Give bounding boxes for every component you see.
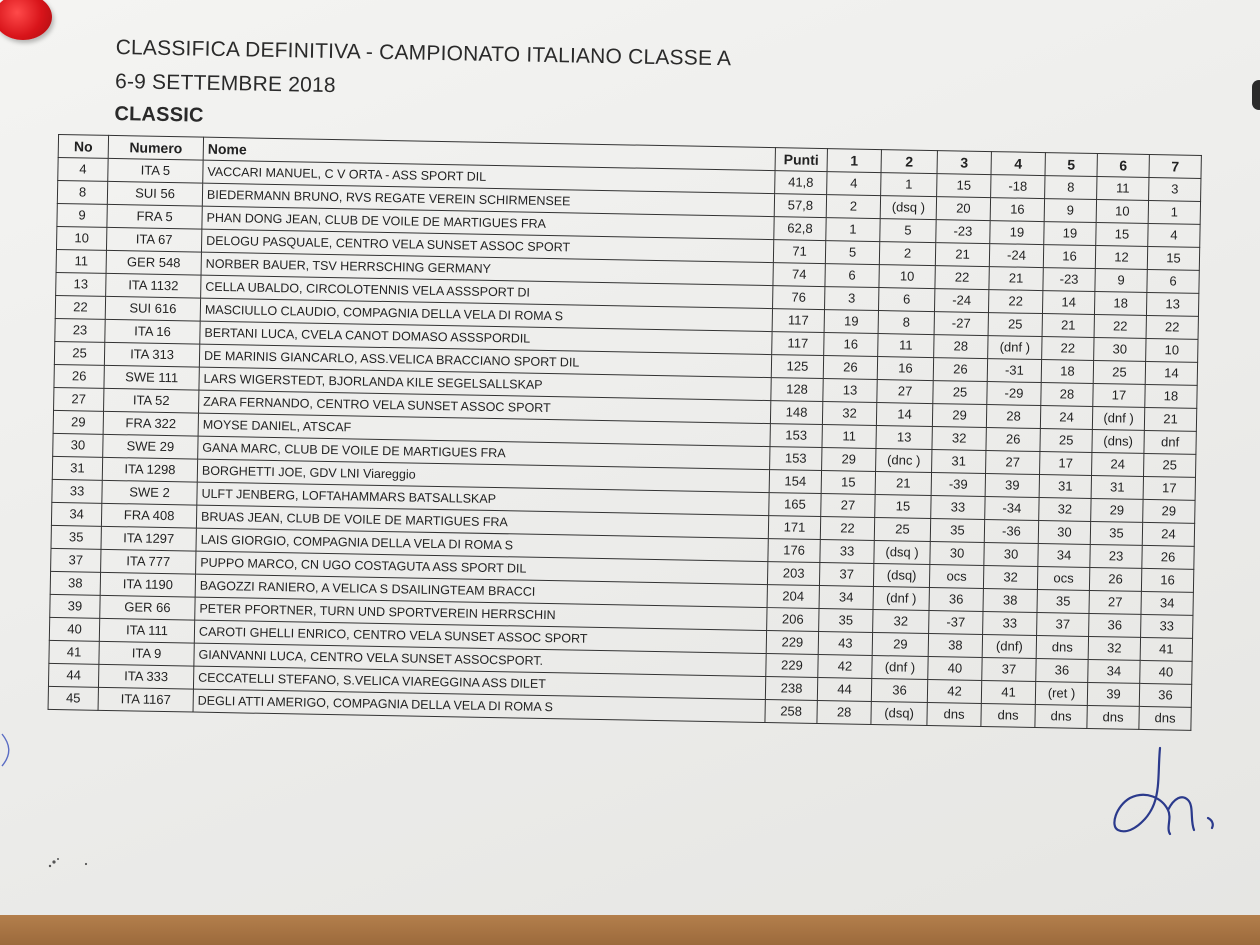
table-cell: 17 bbox=[1040, 452, 1092, 476]
table-cell: 24 bbox=[1040, 406, 1092, 430]
results-table bbox=[48, 134, 1202, 731]
table-cell: 32 bbox=[983, 566, 1037, 590]
table-cell: FRA 408 bbox=[101, 503, 196, 528]
table-cell: 21 bbox=[989, 267, 1043, 291]
table-cell: BAGOZZI RANIERO, A VELICA S DSAILINGTEAM BRACCI bbox=[195, 574, 767, 607]
table-cell: 39 bbox=[50, 594, 100, 618]
column-header: 7 bbox=[1149, 154, 1201, 178]
table-cell: 16 bbox=[824, 333, 878, 357]
table-cell: 62,8 bbox=[774, 217, 826, 241]
table-cell: 21 bbox=[935, 243, 989, 267]
table-cell: 13 bbox=[1146, 292, 1198, 316]
table-cell: ZARA FERNANDO, CENTRO VELA SUNSET ASSOC SPORT bbox=[199, 390, 771, 423]
table-cell: 229 bbox=[766, 654, 818, 678]
table-cell: 32 bbox=[1039, 498, 1091, 522]
table-cell: 21 bbox=[875, 472, 931, 496]
handwritten-signature bbox=[1108, 740, 1238, 840]
table-cell: dns bbox=[1087, 705, 1139, 729]
table-cell: 165 bbox=[769, 493, 821, 517]
table-cell: 31 bbox=[932, 450, 986, 474]
table-cell: 42 bbox=[927, 680, 981, 704]
table-cell: 22 bbox=[1042, 337, 1094, 361]
table-cell: BERTANI LUCA, CVELA CANOT DOMASO ASSSPORDIL bbox=[200, 321, 772, 354]
table-body bbox=[48, 157, 1201, 730]
table-cell: ITA 16 bbox=[105, 319, 200, 344]
table-cell: 10 bbox=[1146, 338, 1198, 362]
table-cell: 23 bbox=[1090, 544, 1142, 568]
table-cell: -37 bbox=[929, 611, 983, 635]
table-cell: 10 bbox=[1096, 200, 1148, 224]
table-cell: 22 bbox=[55, 295, 105, 319]
table-cell: -39 bbox=[931, 473, 985, 497]
table-cell: 10 bbox=[56, 226, 106, 250]
table-cell: 21 bbox=[1042, 314, 1094, 338]
table-cell: 29 bbox=[872, 632, 928, 656]
table-cell: 30 bbox=[1038, 521, 1090, 545]
table-cell: 36 bbox=[1089, 613, 1141, 637]
table-cell: 6 bbox=[825, 264, 879, 288]
table-cell: 9 bbox=[57, 203, 107, 227]
table-cell: 33 bbox=[983, 612, 1037, 636]
table-cell: 34 bbox=[1088, 659, 1140, 683]
table-cell: 154 bbox=[769, 470, 821, 494]
table-cell: 20 bbox=[936, 197, 990, 221]
table-cell: ITA 1297 bbox=[101, 526, 196, 551]
table-cell: 42 bbox=[818, 654, 872, 678]
table-cell: FRA 5 bbox=[107, 204, 202, 229]
table-cell: CAROTI GHELLI ENRICO, CENTRO VELA SUNSET ASSOC SPORT bbox=[194, 620, 766, 653]
table-cell: GIANVANNI LUCA, CENTRO VELA SUNSET ASSOCSPORT. bbox=[194, 643, 766, 676]
table-cell: 18 bbox=[1041, 360, 1093, 384]
table-cell: SWE 2 bbox=[102, 480, 197, 505]
table-cell: (dnf ) bbox=[1092, 406, 1144, 430]
table-cell: 16 bbox=[1141, 568, 1193, 592]
table-cell: 25 bbox=[988, 313, 1042, 337]
table-cell: 1 bbox=[881, 173, 937, 197]
table-cell: -24 bbox=[989, 244, 1043, 268]
table-cell: 258 bbox=[765, 700, 817, 724]
table-cell: 41,8 bbox=[775, 171, 827, 195]
table-cell: ocs bbox=[929, 565, 983, 589]
table-cell: ITA 777 bbox=[101, 549, 196, 574]
edge-pen-mark bbox=[0, 730, 14, 770]
table-cell: 19 bbox=[824, 310, 878, 334]
table-cell: 18 bbox=[1145, 384, 1197, 408]
table-cell: (ret ) bbox=[1035, 681, 1087, 705]
table-cell: 34 bbox=[819, 586, 873, 610]
column-header: Punti bbox=[775, 148, 827, 172]
table-cell: 3 bbox=[825, 287, 879, 311]
table-cell: 204 bbox=[767, 585, 819, 609]
table-cell: 22 bbox=[820, 517, 874, 541]
table-cell: 10 bbox=[879, 265, 935, 289]
table-cell: ITA 5 bbox=[108, 158, 203, 183]
table-cell: 11 bbox=[878, 334, 934, 358]
table-cell: 35 bbox=[819, 609, 873, 633]
table-cell: -18 bbox=[991, 175, 1045, 199]
table-cell: dns bbox=[1139, 706, 1191, 730]
table-cell: SUI 56 bbox=[107, 181, 202, 206]
table-cell: -34 bbox=[985, 497, 1039, 521]
table-cell: 25 bbox=[1040, 429, 1092, 453]
table-cell: 57,8 bbox=[774, 194, 826, 218]
column-header: 3 bbox=[937, 151, 991, 175]
document-title: CLASSIFICA DEFINITIVA - CAMPIONATO ITALIANO CLASSE A bbox=[115, 36, 732, 71]
table-cell: 30 bbox=[984, 543, 1038, 567]
table-cell: 32 bbox=[1088, 636, 1140, 660]
column-header: 2 bbox=[881, 150, 937, 174]
table-cell: PETER PFORTNER, TURN UND SPORTVEREIN HERRSCHIN bbox=[195, 597, 767, 630]
table-cell: -27 bbox=[934, 312, 988, 336]
table-cell: 22 bbox=[1146, 315, 1198, 339]
table-cell: dnf bbox=[1144, 430, 1196, 454]
table-cell: ITA 1167 bbox=[98, 687, 193, 712]
table-cell: ITA 67 bbox=[106, 227, 201, 252]
table-cell: 29 bbox=[822, 448, 876, 472]
table-cell: 28 bbox=[817, 700, 871, 724]
table-cell: (dsq ) bbox=[874, 541, 930, 565]
table-cell: 5 bbox=[880, 219, 936, 243]
table-cell: 176 bbox=[768, 539, 820, 563]
table-cell: (dnf ) bbox=[872, 655, 928, 679]
table-cell: 34 bbox=[51, 502, 101, 526]
table-cell: 4 bbox=[827, 172, 881, 196]
table-cell: 76 bbox=[773, 286, 825, 310]
table-cell: 41 bbox=[981, 680, 1035, 704]
table-cell: 153 bbox=[770, 447, 822, 471]
table-cell: 38 bbox=[983, 589, 1037, 613]
table-cell: 4 bbox=[1148, 223, 1200, 247]
table-cell: 25 bbox=[54, 341, 104, 365]
table-cell: ITA 111 bbox=[99, 618, 194, 643]
table-cell: 1 bbox=[826, 218, 880, 242]
table-cell: 37 bbox=[1037, 613, 1089, 637]
table-cell: 13 bbox=[823, 379, 877, 403]
table-cell: 34 bbox=[1141, 591, 1193, 615]
table-cell: 25 bbox=[1093, 360, 1145, 384]
table-cell: 33 bbox=[1141, 614, 1193, 638]
table-cell: 36 bbox=[871, 678, 927, 702]
table-cell: 4 bbox=[58, 157, 108, 181]
table-cell: ITA 333 bbox=[98, 664, 193, 689]
table-cell: 29 bbox=[1091, 498, 1143, 522]
table-cell: 31 bbox=[1091, 475, 1143, 499]
table-cell: 13 bbox=[56, 272, 106, 296]
table-cell: 3 bbox=[1149, 177, 1201, 201]
table-cell: 15 bbox=[875, 495, 931, 519]
table-cell: 9 bbox=[1095, 269, 1147, 293]
table-cell: 26 bbox=[1089, 567, 1141, 591]
table-cell: 1 bbox=[1148, 200, 1200, 224]
table-cell: ocs bbox=[1037, 567, 1089, 591]
table-cell: 8 bbox=[878, 311, 934, 335]
table-cell: 171 bbox=[768, 516, 820, 540]
table-cell: 16 bbox=[877, 357, 933, 381]
table-cell: 206 bbox=[767, 608, 819, 632]
table-cell: 11 bbox=[1097, 177, 1149, 201]
table-cell: 43 bbox=[818, 632, 872, 656]
table-cell: -23 bbox=[936, 220, 990, 244]
table-cell: PUPPO MARCO, CN UGO COSTAGUTA ASS SPORT DIL bbox=[196, 551, 768, 584]
table-cell: 22 bbox=[988, 290, 1042, 314]
table-cell: SUI 616 bbox=[105, 296, 200, 321]
table-cell: 128 bbox=[771, 378, 823, 402]
table-cell: 229 bbox=[766, 631, 818, 655]
table-cell: FRA 322 bbox=[103, 411, 198, 436]
table-cell: 5 bbox=[825, 241, 879, 265]
table-cell: 25 bbox=[933, 381, 987, 405]
table-cell: 38 bbox=[928, 634, 982, 658]
table-cell: 31 bbox=[1039, 475, 1091, 499]
table-cell: LARS WIGERSTEDT, BJORLANDA KILE SEGELSALLSKAP bbox=[199, 367, 771, 400]
table-cell: 2 bbox=[826, 195, 880, 219]
table-cell: 28 bbox=[1041, 383, 1093, 407]
table-cell: 41 bbox=[49, 640, 99, 664]
table-cell: 25 bbox=[874, 518, 930, 542]
column-header: 1 bbox=[827, 149, 881, 173]
table-cell: 30 bbox=[1094, 338, 1146, 362]
table-cell: 32 bbox=[822, 402, 876, 426]
table-cell: 40 bbox=[1140, 660, 1192, 684]
table-cell: ITA 313 bbox=[104, 342, 199, 367]
table-cell: 30 bbox=[53, 433, 103, 457]
table-cell: 19 bbox=[1044, 222, 1096, 246]
table-cell: 37 bbox=[982, 658, 1036, 682]
table-cell: GANA MARC, CLUB DE VOILE DE MARTIGUES FRA bbox=[198, 436, 770, 469]
table-cell: ITA 1298 bbox=[102, 457, 197, 482]
table-cell: 33 bbox=[931, 496, 985, 520]
table-cell: 37 bbox=[51, 548, 101, 572]
table-cell: 14 bbox=[1042, 291, 1094, 315]
table-cell: 19 bbox=[990, 221, 1044, 245]
table-cell: 22 bbox=[1094, 315, 1146, 339]
table-cell: ITA 9 bbox=[99, 641, 194, 666]
table-cell: 203 bbox=[767, 562, 819, 586]
table-cell: 41 bbox=[1140, 637, 1192, 661]
table-cell: 35 bbox=[51, 525, 101, 549]
table-cell: 44 bbox=[48, 663, 98, 687]
column-header: 5 bbox=[1045, 153, 1097, 177]
red-pushpin-icon bbox=[0, 0, 52, 40]
table-cell: 36 bbox=[1036, 658, 1088, 682]
table-cell: 2 bbox=[879, 242, 935, 266]
table-cell: 15 bbox=[937, 174, 991, 198]
table-cell: 6 bbox=[1147, 269, 1199, 293]
table-cell: ITA 1132 bbox=[106, 273, 201, 298]
table-cell: 8 bbox=[1045, 176, 1097, 200]
table-cell: 40 bbox=[928, 657, 982, 681]
table-cell: 28 bbox=[934, 335, 988, 359]
table-cell: DELOGU PASQUALE, CENTRO VELA SUNSET ASSOC SPORT bbox=[201, 229, 773, 262]
table-cell: 39 bbox=[1087, 682, 1139, 706]
table-cell: 27 bbox=[821, 494, 875, 518]
table-cell: 32 bbox=[873, 609, 929, 633]
table-cell: VACCARI MANUEL, C V ORTA - ASS SPORT DIL bbox=[203, 160, 775, 193]
table-cell: 29 bbox=[932, 404, 986, 428]
table-cell: 6 bbox=[878, 288, 934, 312]
table-cell: 17 bbox=[1093, 383, 1145, 407]
table-cell: (dsq) bbox=[871, 701, 927, 725]
column-header: 4 bbox=[991, 152, 1045, 176]
table-cell: 37 bbox=[819, 563, 873, 587]
table-cell: (dsq ) bbox=[880, 196, 936, 220]
table-cell: -36 bbox=[984, 520, 1038, 544]
table-cell: 18 bbox=[1094, 292, 1146, 316]
table-cell: 74 bbox=[773, 263, 825, 287]
table-cell: DEGLI ATTI AMERIGO, COMPAGNIA DELLA VELA DI ROMA S bbox=[193, 689, 765, 722]
table-cell: 13 bbox=[876, 426, 932, 450]
category-label: CLASSIC bbox=[114, 103, 204, 127]
column-header: 6 bbox=[1097, 154, 1149, 178]
table-cell: 24 bbox=[1142, 522, 1194, 546]
table-cell: 15 bbox=[1147, 246, 1199, 270]
table-cell: 26 bbox=[823, 356, 877, 380]
table-cell: 11 bbox=[56, 249, 106, 273]
table-cell: 23 bbox=[55, 318, 105, 342]
event-dates: 6-9 SETTEMBRE 2018 bbox=[114, 70, 336, 98]
table-cell: 148 bbox=[770, 401, 822, 425]
table-cell: 33 bbox=[820, 540, 874, 564]
results-document bbox=[47, 30, 1230, 771]
paper-specks bbox=[40, 850, 100, 880]
table-cell: 40 bbox=[49, 617, 99, 641]
table-cell: 26 bbox=[933, 358, 987, 382]
table-cell: 30 bbox=[930, 542, 984, 566]
table-cell: 36 bbox=[929, 588, 983, 612]
table-cell: 16 bbox=[1043, 245, 1095, 269]
table-cell: 35 bbox=[1090, 521, 1142, 545]
table-cell: -31 bbox=[987, 359, 1041, 383]
table-cell: 28 bbox=[986, 405, 1040, 429]
table-cell: ITA 1190 bbox=[100, 572, 195, 597]
table-cell: (dns) bbox=[1092, 429, 1144, 453]
table-cell: 25 bbox=[1144, 453, 1196, 477]
table-cell: 26 bbox=[1142, 545, 1194, 569]
table-cell: 27 bbox=[877, 380, 933, 404]
table-cell: -24 bbox=[934, 289, 988, 313]
table-cell: (dnf ) bbox=[988, 336, 1042, 360]
table-cell: 45 bbox=[48, 686, 98, 710]
table-cell: 15 bbox=[821, 471, 875, 495]
table-cell: (dnf ) bbox=[873, 586, 929, 610]
table-cell: 27 bbox=[54, 387, 104, 411]
table-cell: 31 bbox=[52, 456, 102, 480]
column-header: No bbox=[58, 134, 108, 158]
table-cell: 26 bbox=[986, 428, 1040, 452]
table-cell: 22 bbox=[935, 266, 989, 290]
column-header: Nome bbox=[203, 137, 775, 170]
table-cell: 35 bbox=[930, 519, 984, 543]
pushpin-edge-icon bbox=[1252, 80, 1260, 110]
table-cell: 27 bbox=[986, 451, 1040, 475]
table-cell: SWE 29 bbox=[103, 434, 198, 459]
table-cell: GER 548 bbox=[106, 250, 201, 275]
table-cell: 153 bbox=[770, 424, 822, 448]
table-cell: 117 bbox=[772, 309, 824, 333]
table-cell: 117 bbox=[772, 332, 824, 356]
table-cell: 39 bbox=[985, 474, 1039, 498]
table-cell: (dnc ) bbox=[876, 449, 932, 473]
table-cell: 21 bbox=[1144, 407, 1196, 431]
table-cell: 71 bbox=[773, 240, 825, 264]
table-cell: 11 bbox=[822, 425, 876, 449]
table-cell: 12 bbox=[1095, 246, 1147, 270]
table-cell: CECCATELLI STEFANO, S.VELICA VIAREGGINA ASS DILET bbox=[193, 666, 765, 699]
table-cell: NORBER BAUER, TSV HERRSCHING GERMANY bbox=[201, 252, 773, 285]
table-cell: 27 bbox=[1089, 590, 1141, 614]
table-cell: 9 bbox=[1044, 199, 1096, 223]
table-cell: 34 bbox=[1038, 544, 1090, 568]
table-cell: ULFT JENBERG, LOFTAHAMMARS BATSALLSKAP bbox=[197, 482, 769, 515]
column-header: Numero bbox=[108, 135, 203, 160]
table-cell: LAIS GIORGIO, COMPAGNIA DELLA VELA DI ROMA S bbox=[196, 528, 768, 561]
table-cell: dns bbox=[1036, 635, 1088, 659]
table-cell: 38 bbox=[50, 571, 100, 595]
table-cell: (dsq) bbox=[873, 564, 929, 588]
table-cell: MOYSE DANIEL, ATSCAF bbox=[198, 413, 770, 446]
table-cell: 29 bbox=[1143, 499, 1195, 523]
table-cell: 8 bbox=[57, 180, 107, 204]
table-cell: 238 bbox=[765, 677, 817, 701]
table-cell: 33 bbox=[52, 479, 102, 503]
table-cell: ITA 52 bbox=[104, 388, 199, 413]
table-cell: 32 bbox=[932, 427, 986, 451]
table-cell: BIEDERMANN BRUNO, RVS REGATE VEREIN SCHIRMENSEE bbox=[202, 183, 774, 216]
table-cell: 35 bbox=[1037, 590, 1089, 614]
table-cell: 44 bbox=[817, 677, 871, 701]
table-cell: CELLA UBALDO, CIRCOLOTENNIS VELA ASSSPORT DI bbox=[201, 275, 773, 308]
table-cell: GER 66 bbox=[100, 595, 195, 620]
table-cell: -23 bbox=[1043, 268, 1095, 292]
table-cell: (dnf) bbox=[982, 635, 1036, 659]
table-cell: DE MARINIS GIANCARLO, ASS.VELICA BRACCIANO SPORT DIL bbox=[199, 344, 771, 377]
table-cell: dns bbox=[981, 703, 1035, 727]
table-cell: BORGHETTI JOE, GDV LNI Viareggio bbox=[197, 459, 769, 492]
table-cell: 17 bbox=[1143, 476, 1195, 500]
table-cell: dns bbox=[927, 703, 981, 727]
table-cell: 14 bbox=[1145, 361, 1197, 385]
table-cell: -29 bbox=[987, 382, 1041, 406]
table-cell: PHAN DONG JEAN, CLUB DE VOILE DE MARTIGUES FRA bbox=[202, 206, 774, 239]
table-cell: 125 bbox=[771, 355, 823, 379]
table-cell: MASCIULLO CLAUDIO, COMPAGNIA DELLA VELA DI ROMA S bbox=[200, 298, 772, 331]
table-cell: 14 bbox=[876, 403, 932, 427]
table-cell: 24 bbox=[1092, 452, 1144, 476]
table-cell: dns bbox=[1035, 704, 1087, 728]
table-cell: BRUAS JEAN, CLUB DE VOILE DE MARTIGUES FRA bbox=[196, 505, 768, 538]
table-cell: 36 bbox=[1139, 683, 1191, 707]
table-cell: 16 bbox=[990, 198, 1044, 222]
table-cell: 26 bbox=[54, 364, 104, 388]
table-cell: 29 bbox=[53, 410, 103, 434]
table-cell: SWE 111 bbox=[104, 365, 199, 390]
table-cell: 15 bbox=[1096, 223, 1148, 247]
